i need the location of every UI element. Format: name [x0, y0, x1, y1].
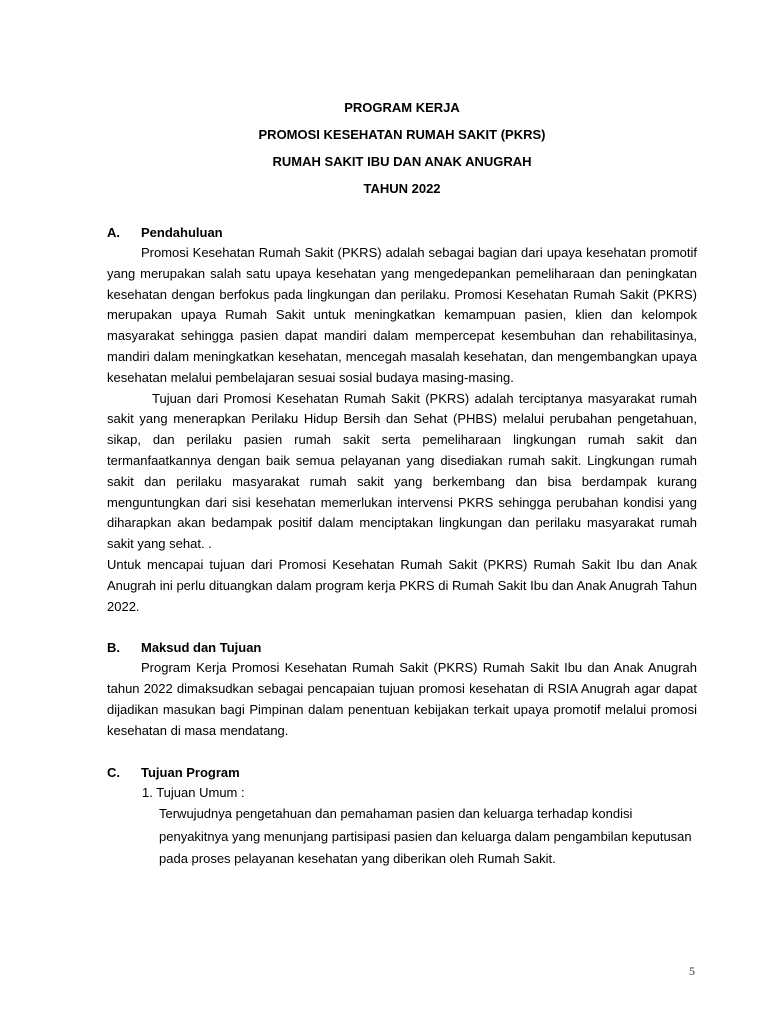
section-a-paragraph-3: Untuk mencapai tujuan dari Promosi Kesehatan Rumah Sakit (PKRS) Rumah Sakit Ibu dan Anak Anugrah ini perlu dituangkan dalam program kerja PKRS di Rumah Sakit Ibu dan Anak Anugrah Tahun 2022. — [107, 556, 697, 614]
section-a-paragraph-1: Promosi Kesehatan Rumah Sakit (PKRS) adalah sebagai bagian dari upaya kesehatan promotif yang merupakan salah satu upaya kesehatan yang mengedepankan pemeliharaan dan peningkatan kesehatan dengan berfokus pada lingkungan dan perilaku. Promosi Kesehatan Rumah Sakit (PKRS) merupakan upaya Rumah Sakit untuk meningkatkan kemampuan pasien, klien dan kelompok masyarakat sehingga pasien dapat mandiri dalam mempercepat kesembuhan dan rehabilitasinya, mandiri dalam meningkatkan kesehatan, mencegah masalah kesehatan, dan mengembangkan upaya kesehatan melalui pembelajaran sesuai sosial budaya masing-masing. — [107, 245, 697, 385]
title-line-4: TAHUN 2022 — [363, 181, 441, 196]
title-line-2: PROMOSI KESEHATAN RUMAH SAKIT (PKRS) — [258, 127, 546, 142]
section-b-heading — [107, 638, 697, 658]
list-item-body: Terwujudnya pengetahuan dan pemahaman pasien dan keluarga terhadap kondisi penyakitnya yang menunjang partisipasi pasien dan keluarga dalam pengambilan keputusan pada proses pelayanan kesehatan yang diberikan oleh Rumah Sakit. — [159, 806, 692, 867]
section-b-paragraph-1: Program Kerja Promosi Kesehatan Rumah Sakit (PKRS) Rumah Sakit Ibu dan Anak Anugrah tahun 2022 dimaksudkan sebagai pencapaian tujuan promosi kesehatan di RSIA Anugrah agar dapat dijadikan masukan bagi Pimpinan dalam penentuan kebijakan terkait upaya promotif melalui promosi kesehatan di masa mendatang. — [107, 660, 697, 738]
section-a-paragraph-2: Tujuan dari Promosi Kesehatan Rumah Sakit (PKRS) adalah terciptanya masyarakat rumah sakit yang menerapkan Perilaku Hidup Bersih dan Sehat (PHBS) melalui perubahan pengetahuan, sikap, dan perilaku pasien rumah sakit serta pemeliharaan lingkungan rumah sakit dan termanfaatkannya dengan baik semua pelayanan yang disediakan rumah sakit. Lingkungan rumah sakit dan perilaku masyarakat rumah sakit yang berkembang dan bisa berdampak kurang menguntungkan dari sisi kesehatan memerlukan intervensi PKRS sehingga perubahan kondisi yang diharapkan akan bedampak positif dalam menciptakan lingkungan dan perilaku masyarakat rumah sakit yang sehat. . — [107, 390, 697, 552]
section-a-title: Pendahuluan — [141, 225, 223, 240]
section-b-title: Maksud dan Tujuan — [141, 640, 262, 656]
section-a-heading — [107, 223, 697, 243]
section-a — [107, 223, 697, 617]
section-b-letter: B. — [107, 640, 120, 656]
section-b — [107, 638, 697, 741]
section-c-letter: C. — [107, 764, 120, 780]
title-line-3: RUMAH SAKIT IBU DAN ANAK ANUGRAH — [272, 154, 532, 169]
section-a-letter: A. — [107, 225, 120, 240]
section-c-heading — [107, 763, 697, 783]
title-line-1: PROGRAM KERJA — [344, 100, 460, 115]
section-c-title: Tujuan Program — [141, 764, 240, 780]
page-number: 5 — [689, 964, 695, 978]
list-item-label: 1. Tujuan Umum : — [142, 784, 245, 800]
section-c — [107, 763, 697, 871]
document-page — [107, 94, 697, 871]
document-title — [107, 94, 697, 202]
